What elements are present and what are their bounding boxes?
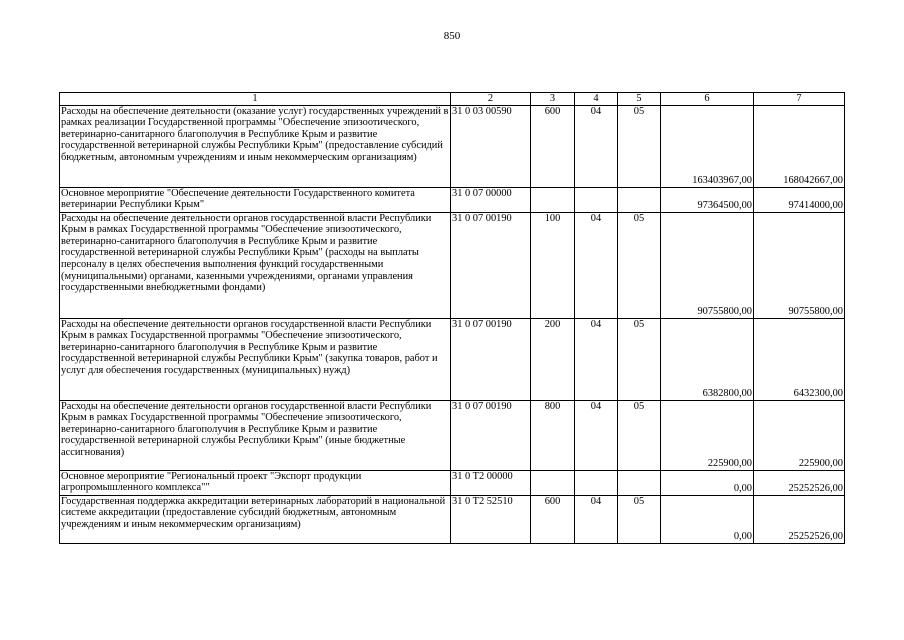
row-pr: 05 [618,105,661,187]
row-sum-1: 6382800,00 [661,318,754,400]
column-header: 1 [60,93,451,106]
row-pr: 05 [618,495,661,543]
row-sum-2: 97414000,00 [754,187,845,212]
table-row [60,495,845,543]
row-code: 31 0 03 00590 [451,105,531,187]
table-row [60,212,845,318]
row-pr [618,187,661,212]
row-description: Основное мероприятие "Региональный проект "Экспорт продукции агропромышленного комплекса"" [60,470,451,495]
column-header: 2 [451,93,531,106]
table-header-row [60,93,845,106]
row-code: 31 0 07 00190 [451,400,531,470]
row-sum-2: 6432300,00 [754,318,845,400]
row-rz: 04 [575,318,618,400]
table-row [60,105,845,187]
row-sum-1: 163403967,00 [661,105,754,187]
row-rz [575,470,618,495]
row-code: 31 0 T2 52510 [451,495,531,543]
row-sum-1: 0,00 [661,470,754,495]
table-row [60,400,845,470]
row-description: Основное мероприятие "Обеспечение деятельности Государственного комитета ветеринарии Республики Крым" [60,187,451,212]
row-sum-1: 0,00 [661,495,754,543]
row-code: 31 0 07 00190 [451,212,531,318]
row-code: 31 0 07 00000 [451,187,531,212]
row-rz: 04 [575,105,618,187]
row-rz: 04 [575,212,618,318]
row-pr: 05 [618,318,661,400]
row-pr [618,470,661,495]
row-code: 31 0 07 00190 [451,318,531,400]
row-pr: 05 [618,400,661,470]
row-sum-2: 168042667,00 [754,105,845,187]
row-vr: 100 [531,212,575,318]
budget-table [59,92,845,544]
row-sum-2: 25252526,00 [754,495,845,543]
column-header: 5 [618,93,661,106]
row-sum-2: 225900,00 [754,400,845,470]
row-description: Расходы на обеспечение деятельности (оказание услуг) государственных учреждений в рамках реализации Государственной программы "Обеспечение эпизоотического, ветеринарно-санитарного благополучия в Республике Крым и развитие государственной ветеринарной службы Республики Крым" (предоставление субсидий бюджетным, автономным учреждениям и иным некоммерческим организациям) [60,105,451,187]
row-vr: 600 [531,495,575,543]
row-rz: 04 [575,495,618,543]
row-description: Расходы на обеспечение деятельности органов государственной власти Республики Крым в рамках Государственной программы "Обеспечение эпизоотического, ветеринарно-санитарного благополучия в Республике Крым и развитие государственной ветеринарной службы Республики Крым" (закупка товаров, работ и услуг для обеспечения государственных (муниципальных) нужд) [60,318,451,400]
table-row [60,470,845,495]
table-row [60,318,845,400]
row-rz [575,187,618,212]
row-rz: 04 [575,400,618,470]
row-vr [531,187,575,212]
row-description: Государственная поддержка аккредитации ветеринарных лабораторий в национальной системе аккредитации (предоставление субсидий бюджетным, автономным учреждениям и иным некоммерческим организациям) [60,495,451,543]
row-sum-1: 225900,00 [661,400,754,470]
row-sum-1: 97364500,00 [661,187,754,212]
row-vr: 600 [531,105,575,187]
row-sum-2: 25252526,00 [754,470,845,495]
column-header: 4 [575,93,618,106]
page-number: 850 [443,30,461,42]
row-description: Расходы на обеспечение деятельности органов государственной власти Республики Крым в рамках Государственной программы "Обеспечение эпизоотического, ветеринарно-санитарного благополучия в Республике Крым и развитие государственной ветеринарной службы Республики Крым" (иные бюджетные ассигнования) [60,400,451,470]
row-vr: 200 [531,318,575,400]
row-vr: 800 [531,400,575,470]
row-code: 31 0 T2 00000 [451,470,531,495]
row-sum-1: 90755800,00 [661,212,754,318]
column-header: 3 [531,93,575,106]
column-header: 6 [661,93,754,106]
row-description: Расходы на обеспечение деятельности органов государственной власти Республики Крым в рамках Государственной программы "Обеспечение эпизоотического, ветеринарно-санитарного благополучия в Республике Крым и развитие государственной ветеринарной службы Республики Крым" (расходы на выплаты персоналу в целях обеспечения выполнения функций государственными (муниципальными) органами, казенными учреждениями, органами управления государственными внебюджетными фондами) [60,212,451,318]
row-sum-2: 90755800,00 [754,212,845,318]
table-row [60,187,845,212]
column-header: 7 [754,93,845,106]
row-vr [531,470,575,495]
row-pr: 05 [618,212,661,318]
